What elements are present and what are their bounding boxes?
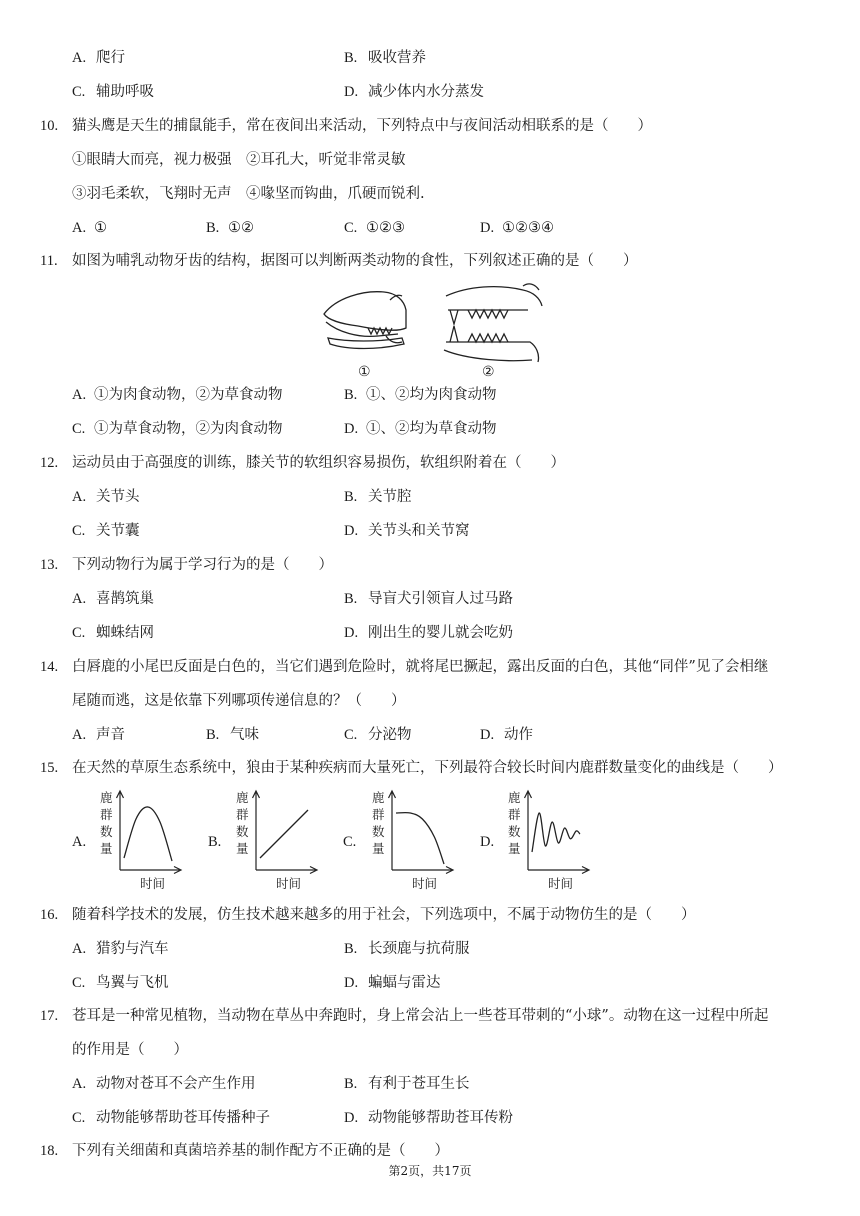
x-axis-label: 时间 [276, 876, 302, 891]
herbivore-skull-drawing [324, 292, 406, 349]
option-letter: D. [344, 1110, 359, 1126]
y-axis-label-char: 鹿 [508, 790, 521, 805]
question-number: 12. [40, 455, 59, 471]
question-number: 15. [40, 760, 59, 776]
question-number: 10. [40, 118, 59, 134]
question-stem: 猫头鹰是天生的捕鼠能手，常在夜间出来活动，下列特点中与夜间活动相联系的是（ ） [72, 118, 652, 134]
option-letter: D. [344, 84, 359, 100]
option-text: 喜鹊筑巢 [96, 591, 154, 607]
y-axis-label-char: 鹿 [100, 790, 113, 805]
mammal-teeth-figure [318, 280, 558, 380]
y-axis-label-char: 量 [372, 841, 385, 856]
option-text: 吸收营养 [368, 50, 426, 66]
population-curve [532, 813, 580, 852]
option-text: 关节头和关节窝 [368, 523, 470, 539]
option-letter: D. [480, 727, 495, 743]
option-letter: D. [344, 625, 359, 641]
y-axis-label-char: 量 [100, 841, 113, 856]
option-letter: B. [208, 834, 222, 850]
y-axis-label-char: 量 [236, 841, 249, 856]
y-axis-label-char: 量 [508, 841, 521, 856]
question-stem: 在天然的草原生态系统中，狼由于某种疾病而大量死亡，下列最符合较长时间内鹿群数量变化的曲线是（ ） [72, 760, 783, 776]
y-axis-label-char: 群 [508, 807, 521, 822]
question-number: 11. [40, 253, 58, 269]
figure-label: ② [482, 364, 495, 380]
option-text: 刚出生的婴儿就会吃奶 [368, 625, 513, 641]
option-letter: D. [344, 421, 359, 437]
option-letter: A. [72, 941, 87, 957]
question-stem: 随着科学技术的发展，仿生技术越来越多的用于社会，下列选项中，不属于动物仿生的是（ ） [72, 907, 696, 923]
option-letter: D. [344, 523, 359, 539]
question-number: 13. [40, 557, 59, 573]
y-axis-label-char: 数 [372, 824, 385, 839]
deer-population-graph-d [502, 788, 592, 892]
page-number-footer: 第2页，共17页 [388, 1164, 472, 1178]
option-letter: B. [344, 941, 358, 957]
question-stem: 下列动物行为属于学习行为的是（ ） [72, 557, 333, 573]
option-letter: C. [343, 834, 357, 850]
option-letter: B. [344, 591, 358, 607]
option-text: ①为肉食动物，②为草食动物 [94, 387, 283, 403]
y-axis-label-char: 数 [508, 824, 521, 839]
statement-line: ①眼睛大而亮，视力极强 ②耳孔大，听觉非常灵敏 [72, 152, 406, 168]
option-text: 猎豹与汽车 [96, 941, 169, 957]
population-curve [124, 807, 172, 861]
option-letter: C. [72, 84, 86, 100]
option-text: 导盲犬引领盲人过马路 [368, 591, 513, 607]
population-curve [396, 813, 444, 864]
option-letter: A. [72, 387, 87, 403]
option-text: 动作 [504, 727, 533, 743]
question-stem: 白唇鹿的小尾巴反面是白色的，当它们遇到危险时，就将尾巴撅起，露出反面的白色，其他“同伴”见了会相继 [72, 659, 769, 675]
option-text: ①②③④ [502, 220, 554, 236]
option-letter: C. [72, 523, 86, 539]
deer-population-graph-a [94, 788, 184, 892]
option-text: 鸟翼与飞机 [96, 975, 169, 991]
option-text: 动物对苍耳不会产生作用 [96, 1076, 256, 1092]
question-stem: 下列有关细菌和真菌培养基的制作配方不正确的是（ ） [72, 1143, 449, 1159]
option-text: 声音 [96, 727, 125, 743]
option-text: 气味 [230, 727, 259, 743]
option-text: ①、②均为肉食动物 [366, 387, 497, 403]
option-text: 动物能够帮助苍耳传粉 [368, 1110, 513, 1126]
option-letter: B. [344, 387, 358, 403]
option-letter: C. [72, 625, 86, 641]
option-letter: A. [72, 591, 87, 607]
option-letter: B. [206, 727, 220, 743]
option-text: 有利于苍耳生长 [368, 1076, 470, 1092]
question-stem-continued: 尾随而逃，这是依靠下列哪项传递信息的？（ ） [72, 693, 406, 709]
option-text: ①②③ [366, 220, 405, 236]
option-letter: A. [72, 834, 87, 850]
option-text: ①② [228, 220, 254, 236]
option-text: 辅助呼吸 [96, 84, 154, 100]
option-letter: C. [72, 975, 86, 991]
question-number: 14. [40, 659, 59, 675]
option-text: 动物能够帮助苍耳传播种子 [96, 1110, 270, 1126]
y-axis-label-char: 群 [236, 807, 249, 822]
y-axis-label-char: 群 [100, 807, 113, 822]
option-letter: A. [72, 220, 87, 236]
x-axis-label: 时间 [412, 876, 438, 891]
x-axis-label: 时间 [548, 876, 574, 891]
option-letter: A. [72, 50, 87, 66]
option-text: 分泌物 [368, 727, 412, 743]
x-axis-label: 时间 [140, 876, 166, 891]
question-stem: 如图为哺乳动物牙齿的结构，据图可以判断两类动物的食性，下列叙述正确的是（ ） [72, 253, 638, 269]
option-letter: B. [206, 220, 220, 236]
option-letter: D. [344, 975, 359, 991]
question-stem: 苍耳是一种常见植物，当动物在草丛中奔跑时，身上常会沾上一些苍耳带刺的“小球”。动物在这一过程中所起 [72, 1008, 769, 1024]
y-axis-label-char: 群 [372, 807, 385, 822]
option-text: 长颈鹿与抗荷服 [368, 941, 470, 957]
y-axis-label-char: 数 [236, 824, 249, 839]
option-letter: A. [72, 489, 87, 505]
option-letter: C. [72, 421, 86, 437]
option-text: 关节腔 [368, 489, 412, 505]
carnivore-skull-drawing [444, 284, 542, 362]
option-text: 爬行 [96, 50, 125, 66]
option-text: 关节囊 [96, 523, 140, 539]
question-stem: 运动员由于高强度的训练，膝关节的软组织容易损伤，软组织附着在（ ） [72, 455, 565, 471]
statement-line: ③羽毛柔软，飞翔时无声 ④喙坚而钩曲，爪硬而锐利. [72, 186, 425, 202]
option-text: 关节头 [96, 489, 140, 505]
question-number: 17. [40, 1008, 59, 1024]
option-letter: B. [344, 50, 358, 66]
question-number: 18. [40, 1143, 59, 1159]
question-number: 16. [40, 907, 59, 923]
option-letter: A. [72, 1076, 87, 1092]
option-text: ① [94, 220, 107, 236]
option-letter: B. [344, 489, 358, 505]
deer-population-graph-c [366, 788, 456, 892]
option-letter: C. [344, 727, 358, 743]
option-letter: D. [480, 220, 495, 236]
option-text: 蝙蝠与雷达 [368, 975, 441, 991]
y-axis-label-char: 鹿 [372, 790, 385, 805]
option-letter: C. [72, 1110, 86, 1126]
option-text: 减少体内水分蒸发 [368, 84, 484, 100]
option-letter: A. [72, 727, 87, 743]
y-axis-label-char: 鹿 [236, 790, 249, 805]
option-letter: C. [344, 220, 358, 236]
figure-label: ① [358, 364, 371, 380]
option-text: ①、②均为草食动物 [366, 421, 497, 437]
population-curve [260, 810, 308, 858]
question-stem-continued: 的作用是（ ） [72, 1042, 188, 1058]
option-text: ①为草食动物，②为肉食动物 [94, 421, 283, 437]
option-letter: B. [344, 1076, 358, 1092]
y-axis-label-char: 数 [100, 824, 113, 839]
option-letter: D. [480, 834, 495, 850]
option-text: 蜘蛛结网 [96, 625, 154, 641]
deer-population-graph-b [230, 788, 320, 892]
